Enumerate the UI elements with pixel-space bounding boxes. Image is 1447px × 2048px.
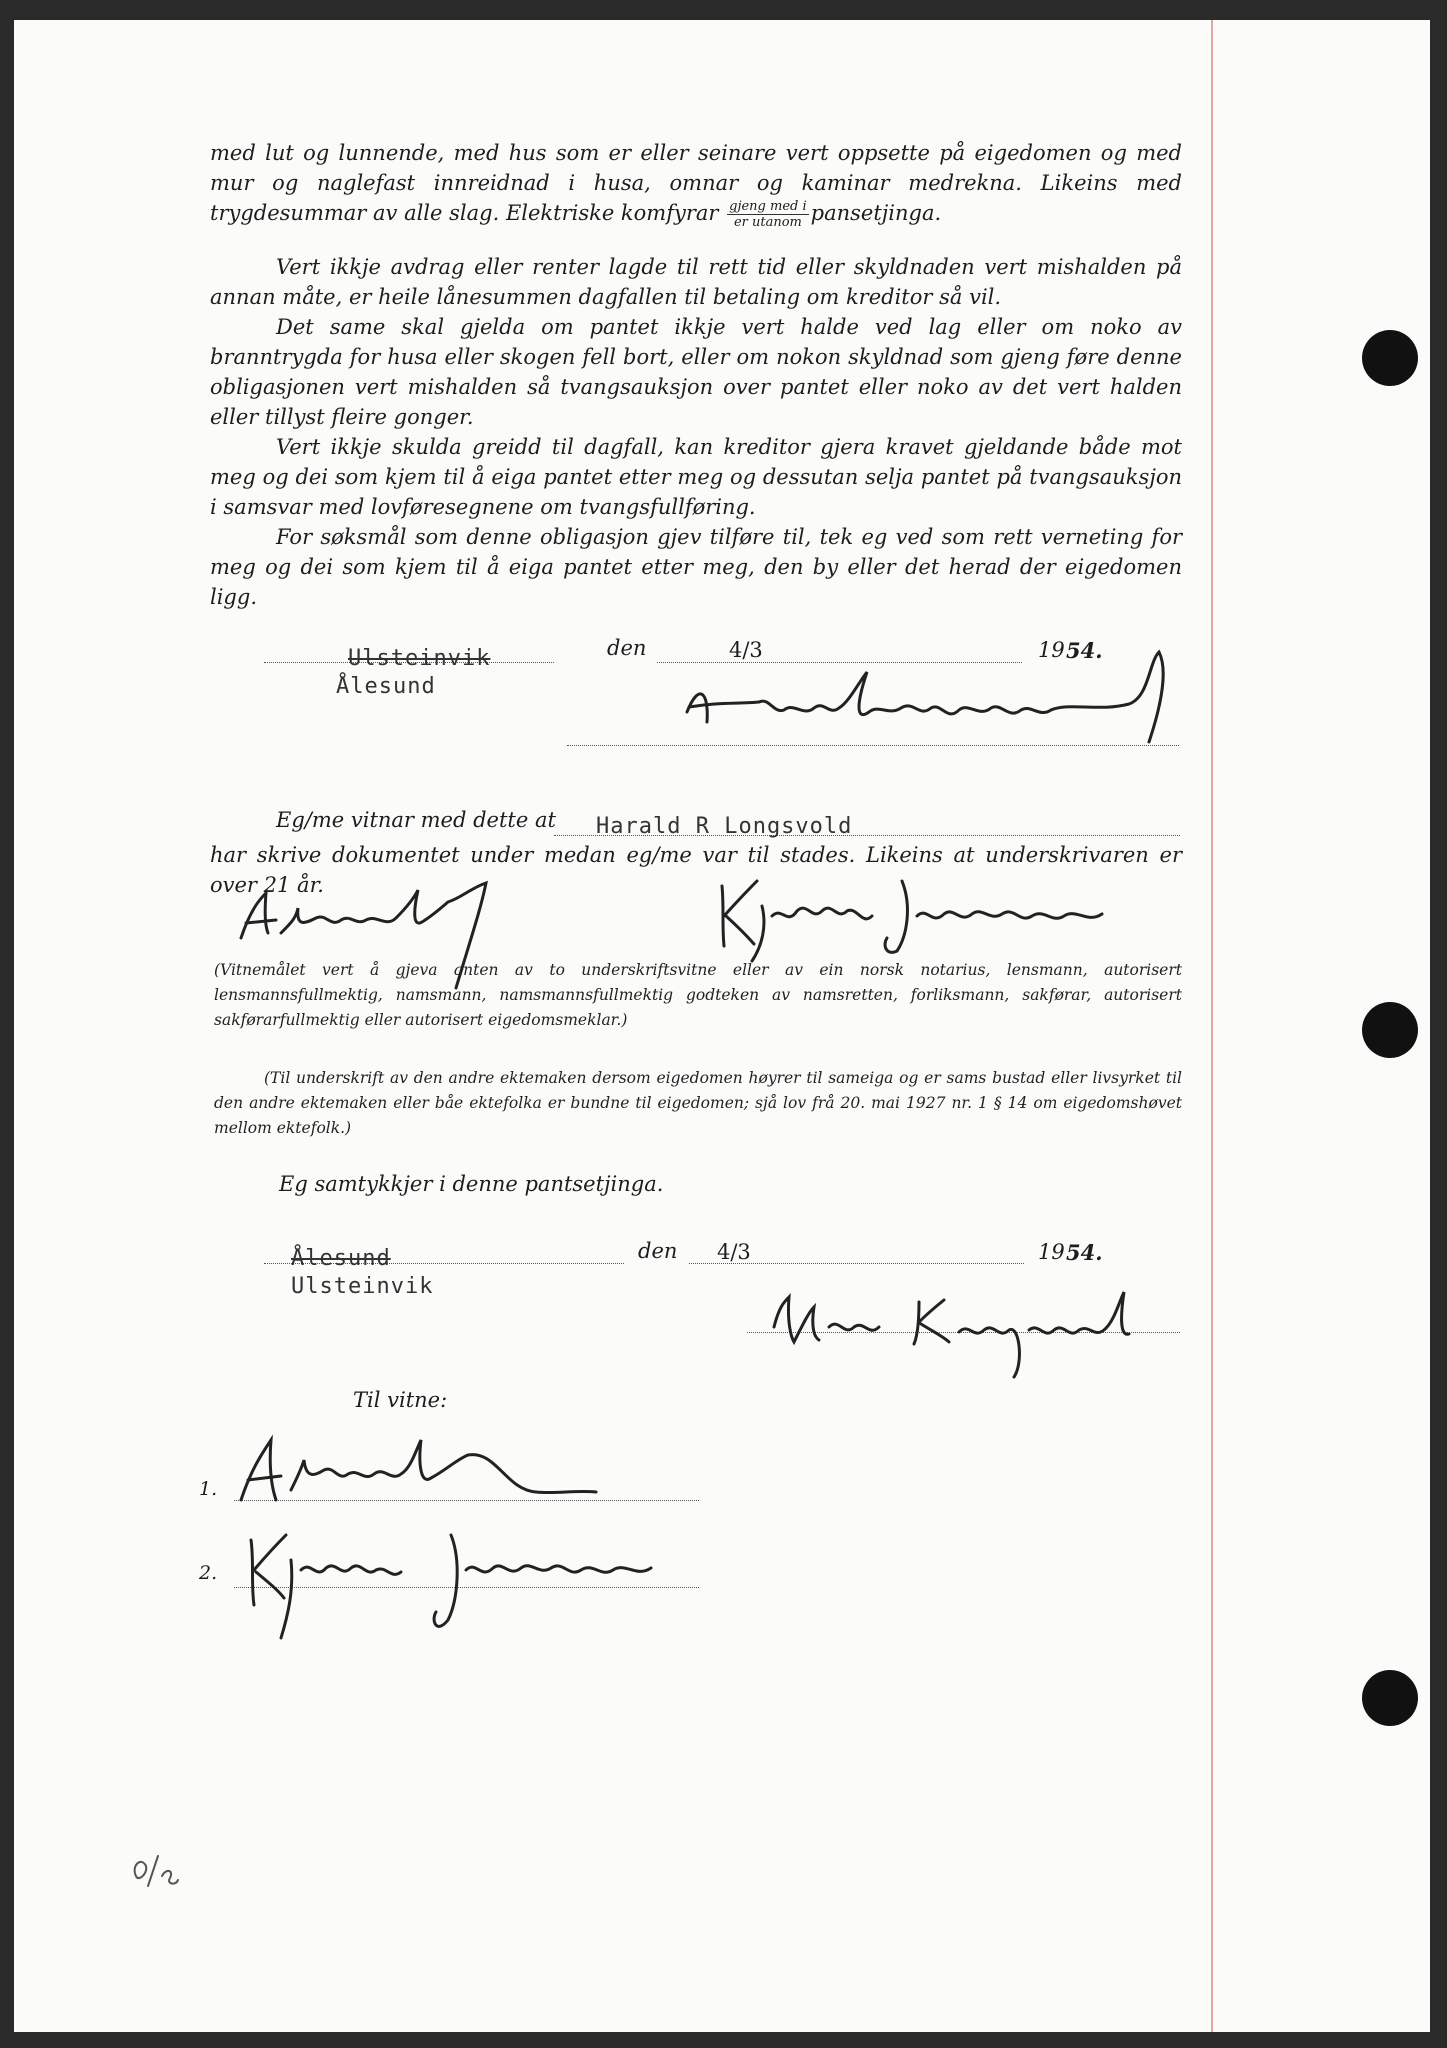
clause-paragraph-2: Vert ikkje avdrag eller renter lagde til rett tid eller skyldnaden vert mishalden på annan måte, er heile lånesummen dagfallen til betaling om kreditor så vil. (210, 255, 1182, 309)
final-witness-signature-1 (236, 1430, 656, 1510)
margin-rule (1211, 20, 1213, 2032)
consent-date-value: 4/3 (717, 1240, 751, 1264)
punch-hole (1362, 1002, 1418, 1058)
option-fraction: $\frac{\text{gjeng med i}}{\text{er utanom}}$ (729, 199, 807, 230)
final-witness-signature-2 (236, 1520, 696, 1640)
den-label: den (607, 636, 647, 660)
witness-statement: har skrive dokumentet under medan eg/me var til stades. Likeins at underskrivaren er over 21 år. (210, 843, 1182, 897)
witnessed-person: Harald R Longsvold (596, 814, 853, 839)
consent-year-suffix: 54. (1066, 1240, 1103, 1265)
consent-text: Eg samtykkjer i denne pantsetjinga. (279, 1172, 664, 1196)
consent-place-typed: Ulsteinvik (291, 1274, 434, 1299)
year-prefix: 19 (1038, 638, 1065, 662)
year-suffix: 54. (1066, 638, 1103, 663)
witness-number-1: 1. (199, 1478, 218, 1500)
punch-hole (1362, 330, 1418, 386)
witness-number-2: 2. (199, 1562, 218, 1584)
marginal-pencil-note (126, 1846, 186, 1896)
consent-place-struck: Ålesund (291, 1246, 391, 1271)
witness-intro: Eg/me vitnar med dette at (276, 808, 556, 832)
clause-paragraph-1: med lut og lunnende, med hus som er eller seinare vert oppsette på eigedomen og med mur og naglefast innreidnad i husa, omnar og kaminar medrekna. Likeins med trygdesummar av alle slag. Elektriske komfyrar $\frac{\text{gjeng med i}}{\text{er utanom}}$ pansetjinga. (210, 141, 1182, 230)
punch-hole (1362, 1670, 1418, 1726)
til-vitne-label: Til vitne: (353, 1388, 448, 1412)
consent-year-prefix: 19 (1038, 1240, 1065, 1264)
date-value: 4/3 (729, 638, 763, 662)
witness-note: (Vitnemålet vert å gjeva anten av to underskriftsvitne eller av ein norsk notarius, lensmann, autorisert lensmannsfullmektig, namsmann, namsmannsfullmektig godteken av namsretten, forliksmann, sakførar, autorisert sakførarfullmektig eller autorisert eigedomsmeklar.) (214, 961, 1182, 1029)
place-typed: Ålesund (336, 674, 436, 699)
clause-paragraph-4: Vert ikkje skulda greidd til dagfall, kan kreditor gjera kravet gjeldande både mot meg og dei som kjem til å eiga pantet etter meg og dessutan selja pantet på tvangsauksjon i samsvar med lovføresegnene om tvangsfullføring. (210, 435, 1182, 519)
witness-signature-b (712, 866, 1152, 966)
consent-den-label: den (638, 1239, 678, 1263)
spouse-note: (Til underskrift av den andre ektemaken dersom eigedomen høyrer til sameiga og er sams bustad eller livsyrket til den andre ektemaken eller båe ektefolka er bundne til eigedomen; sjå lov frå 20. mai 1927 nr. 1 § 14 om eigedomshøvet mellom ektefolk.) (214, 1069, 1182, 1137)
clause-paragraph-5: For søksmål som denne obligasjon gjev tilføre til, tek eg ved som rett verneting for meg og dei som kjem til å eiga pantet etter meg, den by eller det herad der eigedomen ligg. (210, 525, 1182, 609)
borrower-signature (679, 642, 1239, 762)
place-struck: Ulsteinvik (348, 646, 491, 671)
spouse-signature (769, 1282, 1189, 1382)
document-page (14, 20, 1430, 2032)
clause-paragraph-3: Det same skal gjelda om pantet ikkje vert halde ved lag eller om noko av branntrygda for husa eller skogen fell bort, eller om nokon skyldnad som gjeng føre denne obligasjonen vert mishalden så tvangsauksjon over pantet eller noko av det vert halden eller tillyst fleire gonger. (210, 315, 1182, 429)
